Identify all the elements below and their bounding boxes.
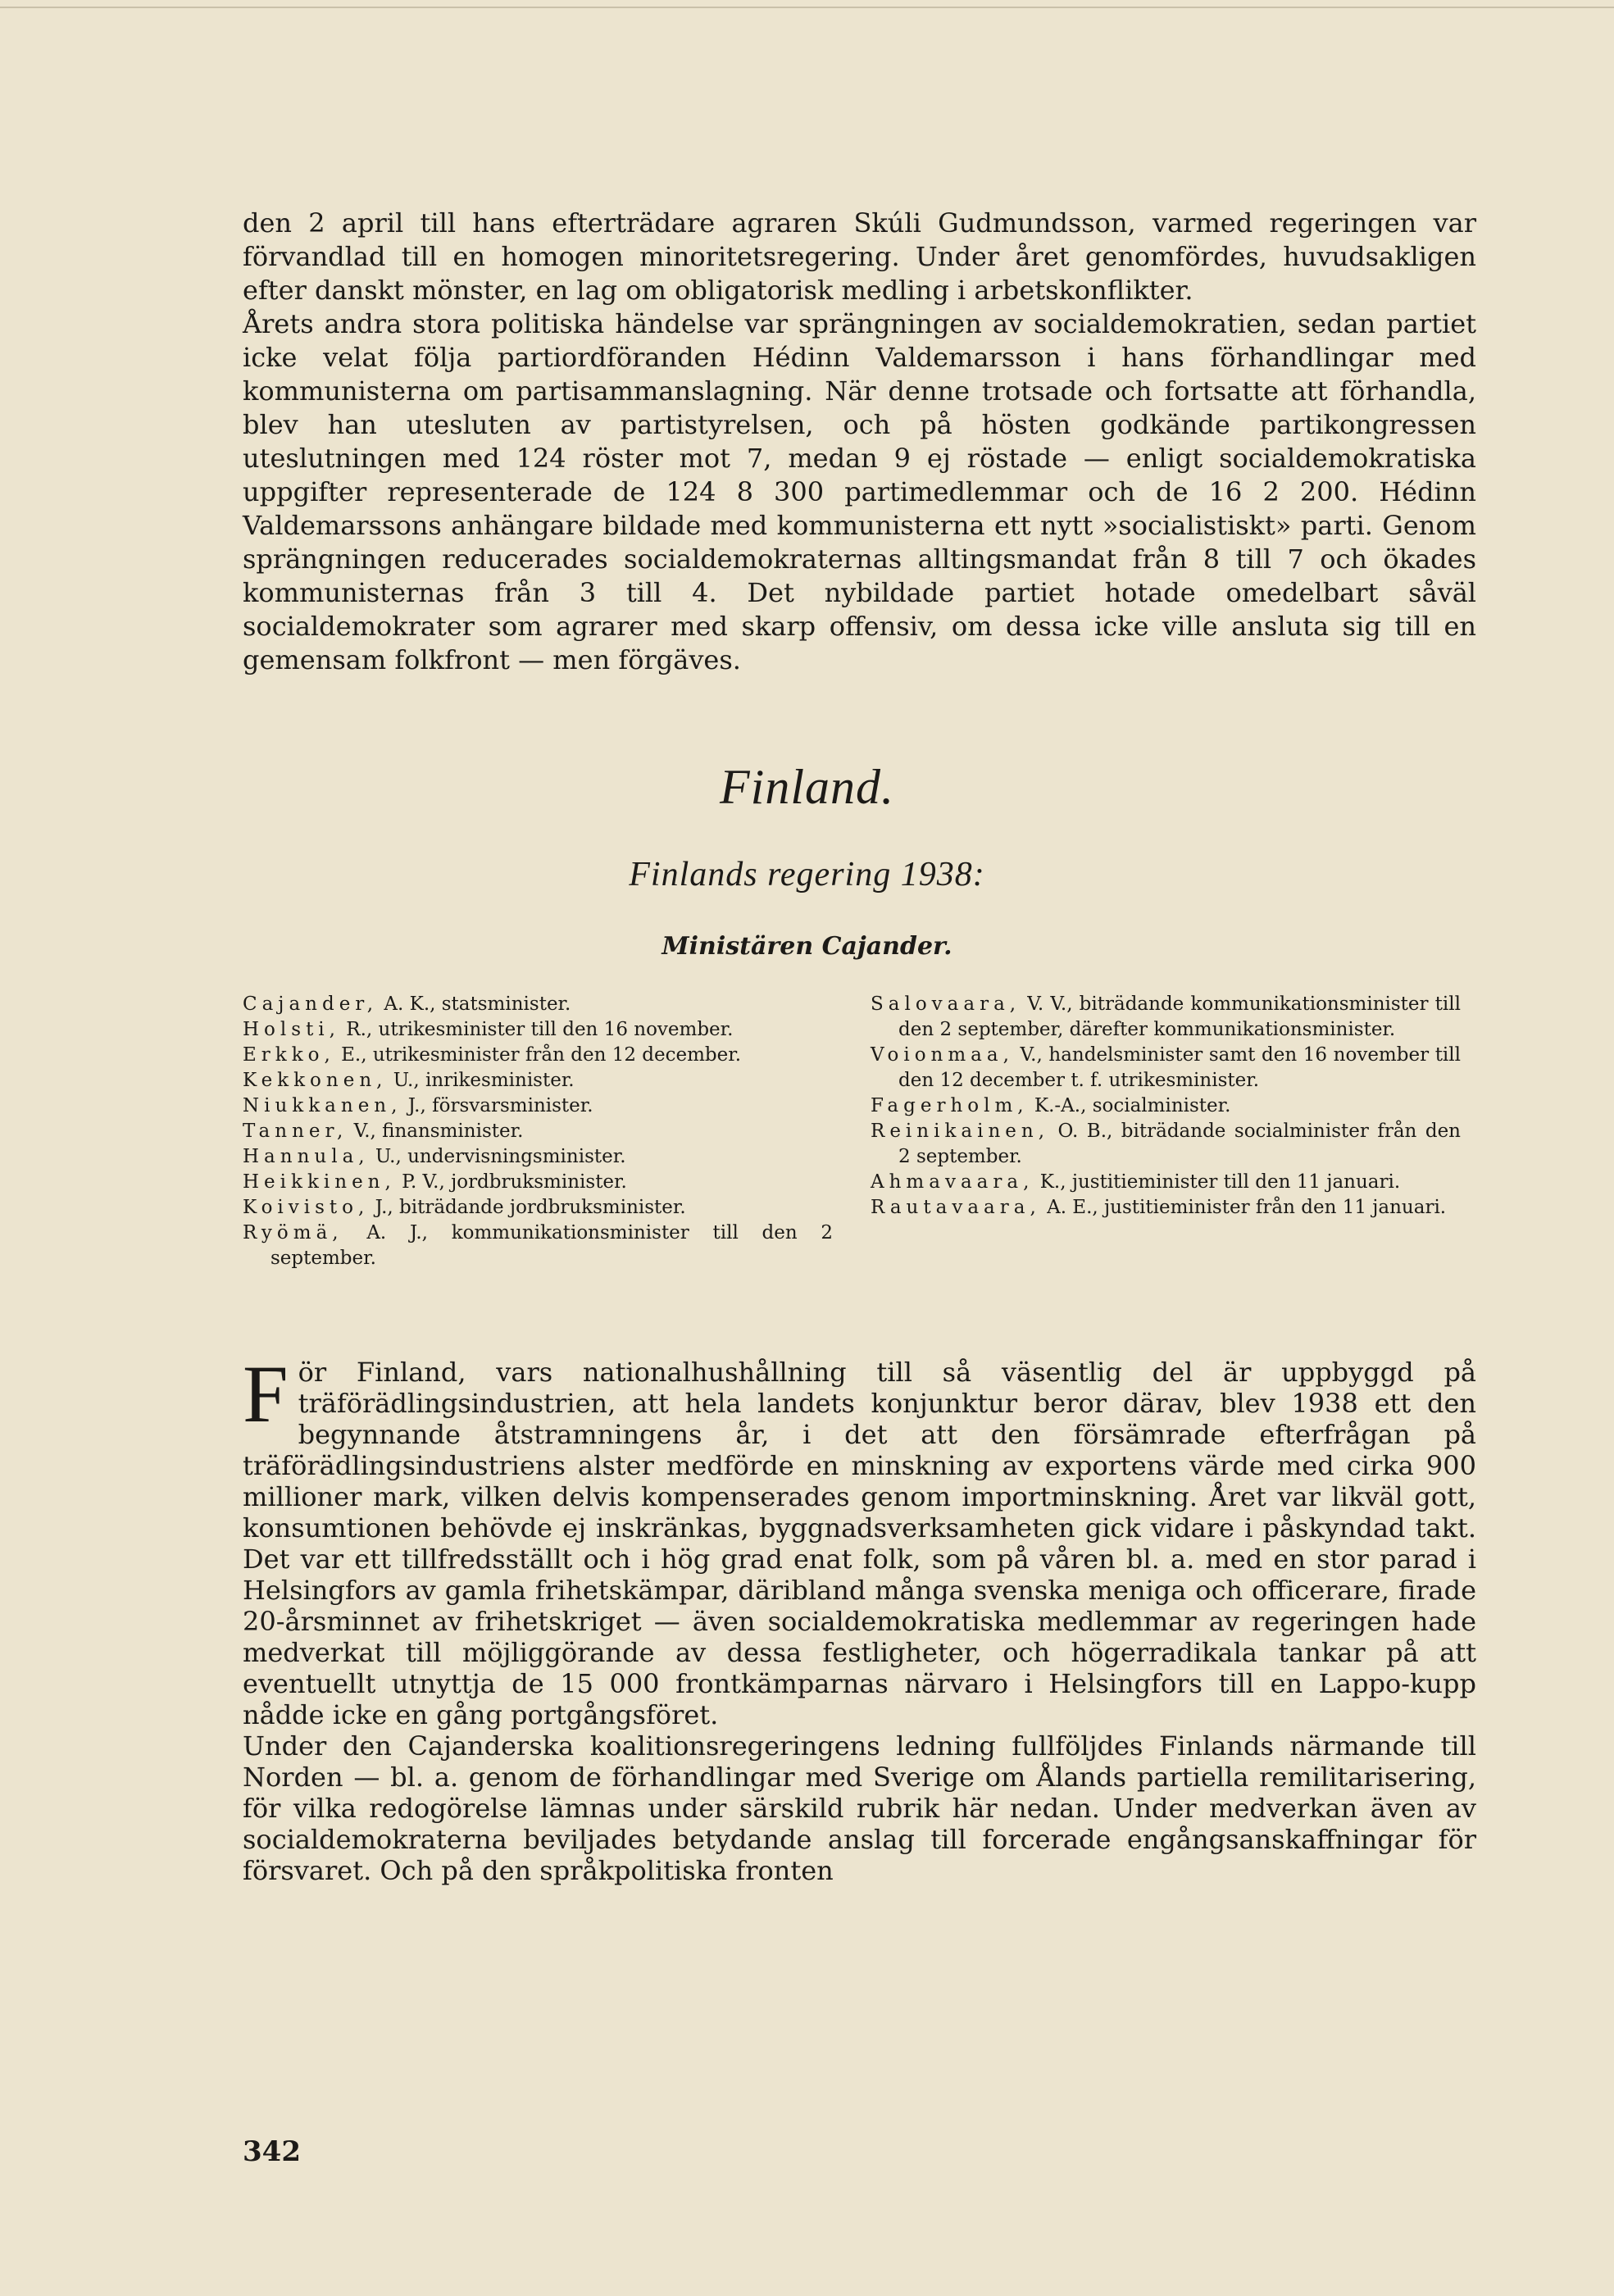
minister-entry — [871, 1119, 1461, 1170]
minister-entry — [243, 1043, 833, 1068]
minister-entry — [871, 992, 1461, 1043]
minister-entry — [871, 1093, 1461, 1119]
minister-name: Koivisto, — [243, 1197, 370, 1218]
minister-name: Fagerholm, — [871, 1095, 1029, 1116]
minister-entry — [243, 1093, 833, 1119]
minister-role: V. V., biträdande kommunikationsminister till den 2 september, därefter kommunikationsminister. — [898, 993, 1461, 1040]
country-heading: Finland. — [720, 760, 894, 814]
minister-name: Heikkinen, — [243, 1171, 396, 1193]
minister-entry — [243, 1068, 833, 1093]
minister-list-right — [871, 992, 1461, 1221]
government-heading: Finlands regering 1938: — [629, 856, 985, 893]
minister-role: A. K., statsminister. — [384, 993, 571, 1015]
minister-list-left — [243, 992, 833, 1271]
minister-role: R., utrikesminister till den 16 november. — [346, 1019, 734, 1040]
minister-role: K.-A., socialminister. — [1034, 1095, 1231, 1116]
minister-name: Tanner, — [243, 1121, 348, 1142]
minister-name: Rautavaara, — [871, 1197, 1041, 1218]
minister-name: Holsti, — [243, 1019, 340, 1040]
minister-entry — [871, 1195, 1461, 1221]
minister-entry — [871, 1043, 1461, 1093]
body-paragraph — [243, 1348, 1476, 1730]
minister-name: Niukkanen, — [243, 1095, 402, 1116]
minister-entry — [243, 1144, 833, 1170]
minister-role: U., inrikesminister. — [393, 1070, 575, 1091]
intro-paragraph: den 2 april till hans efterträdare agraren Skúli Gudmundsson, varmed regeringen var förvandlad till en homogen minoritetsregering. Under året genomfördes, huvudsakligen efter danskt mönster, en lag om obligatorisk medling i arbetskonflikter. — [243, 207, 1476, 306]
minister-role: P. V., jordbruksminister. — [402, 1171, 627, 1193]
minister-name: Cajander, — [243, 993, 379, 1015]
minister-name: Ahmavaara, — [871, 1171, 1034, 1193]
minister-name: Ryömä, — [243, 1222, 343, 1243]
cabinet-heading: Ministären Cajander. — [662, 932, 952, 961]
minister-name: Erkko, — [243, 1044, 335, 1066]
minister-name: Reinikainen, — [871, 1121, 1050, 1142]
minister-name: Hannula, — [243, 1146, 370, 1167]
minister-entry — [871, 1170, 1461, 1195]
body-paragraph-text: ör Finland, vars nationalhushållning till så väsentlig del är uppbyggd på träförädlingsindustrien, att hela landets konjunktur beror därav, blev 1938 ett den begynnande åtstramningens år, i det att den försämrade efterfrågan på träförädlingsindustriens alster medförde en minskning av exportens värde med cirka 900 millioner mark, vilken delvis kompenserades genom importminskning. Året var likväl gott, konsumtionen behövde ej inskränkas, byggnadsverksamheten gick vidare i påskyndad takt. Det var ett tillfredsställt och i hög grad enat folk, som på våren bl. a. med en stor parad i Helsingfors av gamla frihetskämpar, däribland många svenska meniga och officerare, firade 20-årsminnet av frihetskriget — även socialdemokratiska medlemmar av regeringen hade medverkat till möjliggörande av dessa festligheter, och högerradikala tankar på att eventuellt utnyttja de 15 000 frontkämparnas närvaro i Helsingfors till en Lappo-kupp nådde icke en gång portgångsföret. — [243, 1357, 1476, 1730]
minister-entry — [243, 1195, 833, 1221]
minister-role: A. J., kommunikationsminister till den 2 september. — [271, 1222, 833, 1269]
minister-entry — [243, 1170, 833, 1195]
body-paragraph: Under den Cajanderska koalitionsregeringens ledning fullföljdes Finlands närmande till Norden — bl. a. genom de förhandlingar med Sverige om Ålands partiella remilitarisering, för vilka redogörelse lämnas under särskild rubrik här nedan. Under medverkan även av socialdemokraterna beviljades betydande anslag till forcerade engångsanskaffningar för försvaret. Och på den språkpolitiska fronten — [243, 1730, 1476, 1886]
intro-paragraph: Årets andra stora politiska händelse var sprängningen av socialdemokratien, sedan partiet icke velat följa partiordföranden Hédinn Valdemarsson i hans förhandlingar med kommunisterna om partisammanslagning. När denne trotsade och fortsatte att förhandla, blev han utesluten av partistyrelsen, och på hösten godkände partikongressen uteslutningen med 124 röster mot 7, medan 9 ej röstade — enligt socialdemokratiska uppgifter representerade de 124 8 300 partimedlemmar och de 16 2 200. Hédinn Valdemarssons anhängare bildade med kommunisterna ett nytt »socialistiskt» parti. Genom sprängningen reducerades socialdemokraternas alltingsmandat från 8 till 7 och ökades kommunisternas från 3 till 4. Det nybildade partiet hotade omedelbart såväl socialdemokrater som agrarer med skarp offensiv, om dessa icke ville ansluta sig till en gemensam folkfront — men förgäves. — [243, 308, 1476, 675]
minister-role: V., handelsminister samt den 16 november till den 12 december t. f. utrikesminister. — [898, 1044, 1462, 1091]
minister-role: V., finansminister. — [353, 1121, 524, 1142]
intro-text — [243, 207, 1476, 677]
minister-role: U., undervisningsminister. — [375, 1146, 626, 1167]
minister-entry — [243, 1221, 833, 1271]
minister-entry — [243, 1119, 833, 1144]
top-edge-rule — [0, 7, 1614, 8]
minister-name: Voionmaa, — [871, 1044, 1014, 1066]
minister-entry — [243, 992, 833, 1017]
minister-role: J., försvarsminister. — [407, 1095, 593, 1116]
body-text — [243, 1348, 1476, 1886]
minister-role: J., biträdande jordbruksminister. — [375, 1197, 686, 1218]
minister-role: O. B., biträdande socialminister från den 2 september. — [898, 1121, 1461, 1167]
page-number: 342 — [243, 2135, 301, 2168]
minister-role: A. E., justitieminister från den 11 januari. — [1047, 1197, 1447, 1218]
drop-cap: F — [243, 1348, 289, 1439]
minister-role: K., justitieminister till den 11 januari. — [1039, 1171, 1401, 1193]
minister-name: Salovaara, — [871, 993, 1021, 1015]
minister-role: E., utrikesminister från den 12 december. — [341, 1044, 742, 1066]
minister-name: Kekkonen, — [243, 1070, 388, 1091]
minister-entry — [243, 1017, 833, 1043]
